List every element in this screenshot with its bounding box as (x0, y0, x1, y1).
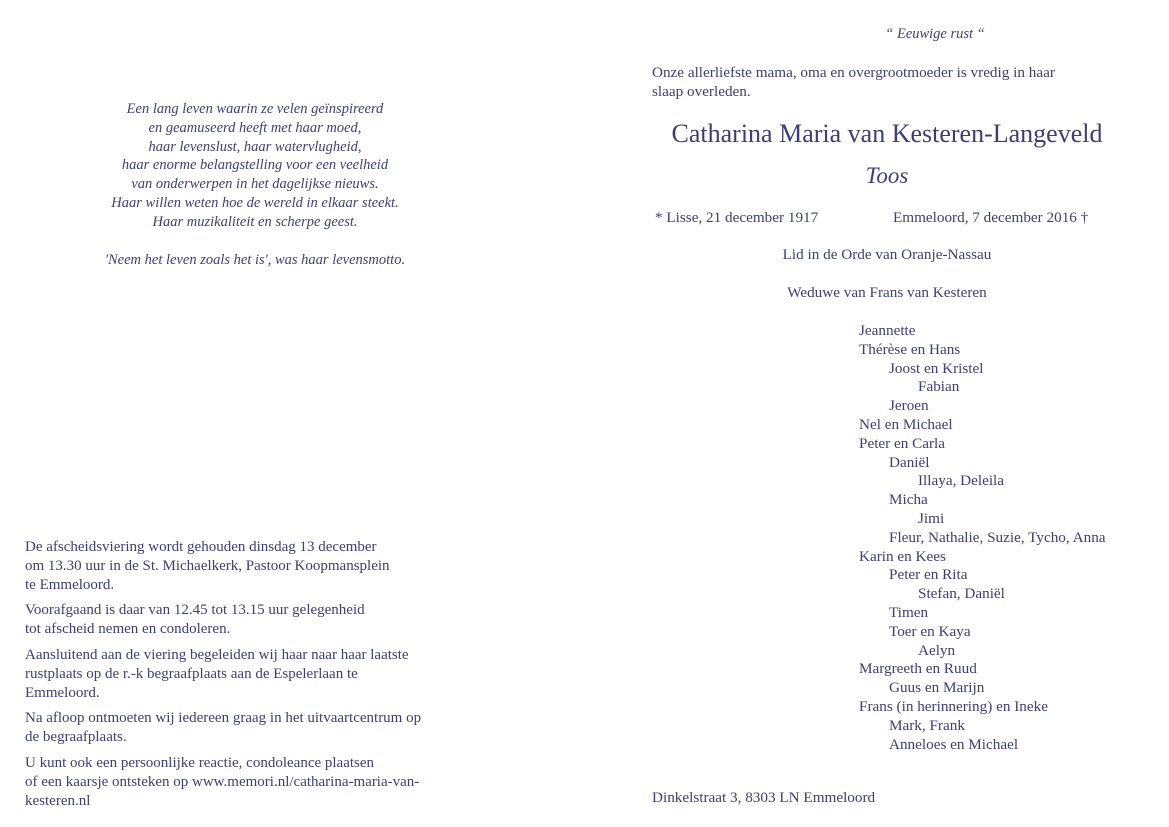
family-member: Jeroen (889, 397, 929, 415)
family-member: Nel en Michael (859, 415, 953, 433)
family-member: Micha (889, 491, 928, 509)
eternal-rest-motto: “ Eeuwige rust “ (885, 26, 985, 42)
family-member: Peter en Carla (859, 434, 946, 452)
ceremony-paragraph: De afscheidsviering wordt gehouden dinsdag 13 december om 13.30 uur in de St. Michaelkerk, Pastoor Koopmansplein te Emmeloord. (25, 539, 390, 593)
online-condolence-paragraph: U kunt ook een persoonlijke reactie, condoleance plaatsen of een kaarsje ontsteken op www.memori.nl/catharina-maria-van- kesteren.nl (25, 754, 420, 809)
family-member: Illaya, Deleila (918, 472, 1005, 490)
deceased-name: Catharina Maria van Kesteren-Langeveld (671, 119, 1103, 148)
widow-of: Weduwe van Frans van Kesteren (787, 284, 987, 301)
poem-line: Haar willen weten hoe de wereld in elkaar steekt. (111, 194, 399, 211)
family-member: Timen (889, 603, 929, 621)
condolence-time-paragraph: Voorafgaand is daar van 12.45 tot 13.15 uur gelegenheid tot afscheid nemen en condoleren. (25, 602, 365, 638)
family-member: Margreeth en Ruud (859, 660, 977, 678)
family-member: Fleur, Nathalie, Suzie, Tycho, Anna (889, 528, 1106, 546)
family-member: Peter en Rita (889, 566, 968, 584)
poem-line: haar enorme belangstelling voor een veelheid (121, 157, 389, 174)
reception-paragraph: Na afloop ontmoeten wij iedereen graag in het uitvaartcentrum op de begraafplaats. (25, 710, 422, 746)
family-member: Jimi (918, 509, 945, 527)
announcement: Onze allerliefste mama, oma en overgrootmoeder is vredig in haar slaap overleden. (652, 64, 1055, 100)
birth-info: * Lisse, 21 december 1917 (655, 209, 819, 226)
family-member: Karin en Kees (859, 547, 946, 565)
death-info: Emmeloord, 7 december 2016 † (893, 209, 1089, 226)
order-membership: Lid in de Orde van Oranje-Nassau (782, 246, 992, 263)
poem (60, 100, 450, 269)
family-member: Frans (in herinnering) en Ineke (859, 697, 1048, 715)
family-member: Mark, Frank (889, 716, 965, 734)
life-motto: 'Neem het leven zoals het is', was haar levensmotto. (104, 251, 406, 268)
family-member: Daniël (889, 453, 930, 471)
family-member: Jeannette (859, 322, 916, 339)
poem-line: van onderwerpen in het dagelijkse nieuws. (131, 176, 379, 193)
poem-line: en geamuseerd heeft met haar moed, (148, 119, 362, 136)
family-member: Thérèse en Hans (859, 340, 961, 358)
family-member: Guus en Marijn (889, 679, 985, 697)
burial-paragraph: Aansluitend aan de viering begeleiden wij haar naar haar laatste rustplaats op de r.-k begraafplaats aan de Espelerlaan te Emmeloord. (25, 646, 409, 701)
nickname: Toos (865, 163, 909, 188)
family-member: Stefan, Daniël (918, 585, 1005, 603)
family-member: Aelyn (918, 641, 956, 659)
family-member: Anneloes en Michael (889, 735, 1019, 753)
funeral-info (25, 538, 495, 817)
address: Dinkelstraat 3, 8303 LN Emmeloord (652, 789, 876, 806)
family-member: Toer en Kaya (889, 622, 971, 640)
family-list (859, 322, 1106, 754)
family-member: Fabian (918, 378, 960, 396)
poem-line: Een lang leven waarin ze velen geïnspireerd (126, 101, 384, 117)
poem-line: Haar muzikaliteit en scherpe geest. (152, 213, 358, 230)
poem-line: haar levenslust, haar watervlugheid, (148, 138, 362, 155)
family-member: Joost en Kristel (889, 359, 984, 377)
